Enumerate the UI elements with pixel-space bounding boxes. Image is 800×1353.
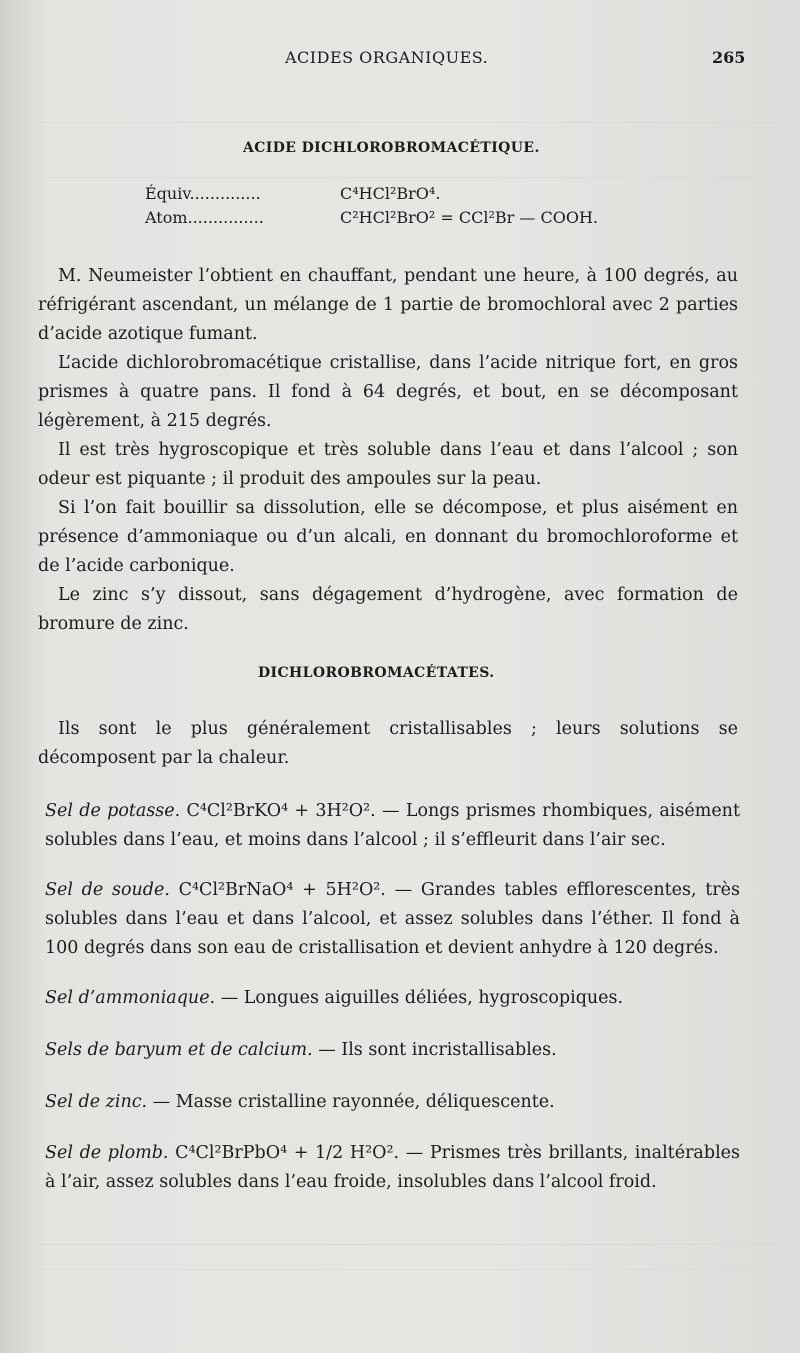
salt-entry-ammoniaque bbox=[45, 984, 740, 1013]
salt-entry-baryum-calcium bbox=[45, 1036, 740, 1065]
salt-name: Sel de zinc. bbox=[45, 1092, 148, 1112]
formula-atom bbox=[145, 208, 598, 227]
formula-equiv bbox=[145, 184, 440, 203]
running-title: ACIDES ORGANIQUES. bbox=[285, 48, 489, 67]
paragraph: Si l’on fait bouillir sa dissolution, elle se décompose, et plus aisément en présence d’ammoniaque ou d’un alcali, en donnant du bromochloroforme et de l’acide carbonique. bbox=[38, 498, 738, 576]
show-through-text bbox=[40, 1220, 780, 1290]
salt-entry-plomb bbox=[45, 1139, 740, 1197]
formula-atom-label: Atom............... bbox=[145, 208, 264, 227]
formula-equiv-label: Équiv.............. bbox=[145, 184, 261, 203]
formula-equiv-value: C⁴HCl²BrO⁴. bbox=[340, 184, 441, 203]
salt-name: Sel d’ammoniaque. bbox=[45, 988, 216, 1008]
acid-description bbox=[38, 262, 738, 639]
paragraph: Le zinc s’y dissout, sans dégagement d’hydrogène, avec formation de bromure de zinc. bbox=[38, 585, 738, 634]
salt-entry-potasse bbox=[45, 797, 740, 855]
section-title-acid: ACIDE DICHLOROBROMACÉTIQUE. bbox=[243, 140, 540, 156]
salt-description: — Masse cristalline rayonnée, déliquescente. bbox=[147, 1092, 555, 1112]
page-number: 265 bbox=[712, 48, 746, 67]
salt-name: Sel de plomb. bbox=[45, 1143, 169, 1163]
salt-name: Sel de potasse. bbox=[45, 801, 181, 821]
salt-name: Sel de soude. bbox=[45, 880, 170, 900]
salt-description: — Longues aiguilles déliées, hygroscopiques. bbox=[215, 988, 624, 1008]
salt-description: C⁴Cl²BrKO⁴ + 3H²O². — Longs prismes rhombiques, aisément solubles dans l’eau, et moins dans l’alcool ; il s’effleurit dans l’air sec. bbox=[45, 801, 740, 850]
salt-entry-zinc bbox=[45, 1088, 740, 1117]
section-title-salts: DICHLOROBROMACÉTATES. bbox=[258, 665, 495, 681]
running-header bbox=[0, 48, 800, 72]
paragraph: M. Neumeister l’obtient en chauffant, pendant une heure, à 100 degrés, au réfrigérant ascendant, un mélange de 1 partie de bromochloral avec 2 parties d’acide azotique fumant. bbox=[38, 266, 738, 344]
salts-intro bbox=[38, 715, 738, 773]
salt-description: C⁴Cl²BrNaO⁴ + 5H²O². — Grandes tables efflorescentes, très solubles dans l’eau et dans l’alcool, et assez solubles dans l’éther. Il fond à 100 degrés dans son eau de cristallisation et devient anhydre à 120 degrés. bbox=[45, 880, 740, 958]
salt-description: — Ils sont incristallisables. bbox=[312, 1040, 557, 1060]
salt-description: C⁴Cl²BrPbO⁴ + 1/2 H²O². — Prismes très brillants, inaltérables à l’air, assez solubles dans l’eau froide, insolubles dans l’alcool froid. bbox=[45, 1143, 740, 1192]
show-through-text bbox=[40, 95, 780, 178]
salt-name: Sels de baryum et de calcium. bbox=[45, 1040, 313, 1060]
paragraph: Il est très hygroscopique et très soluble dans l’eau et dans l’alcool ; son odeur est piquante ; il produit des ampoules sur la peau. bbox=[38, 440, 738, 489]
formula-atom-value: C²HCl²BrO² = CCl²Br — COOH. bbox=[340, 208, 599, 227]
salt-entry-soude bbox=[45, 876, 740, 963]
paragraph: Ils sont le plus généralement cristallisables ; leurs solutions se décomposent par la chaleur. bbox=[38, 719, 738, 768]
paragraph: L’acide dichlorobromacétique cristallise, dans l’acide nitrique fort, en gros prismes à quatre pans. Il fond à 64 degrés, et bout, en se décomposant légèrement, à 215 degrés. bbox=[38, 353, 738, 431]
